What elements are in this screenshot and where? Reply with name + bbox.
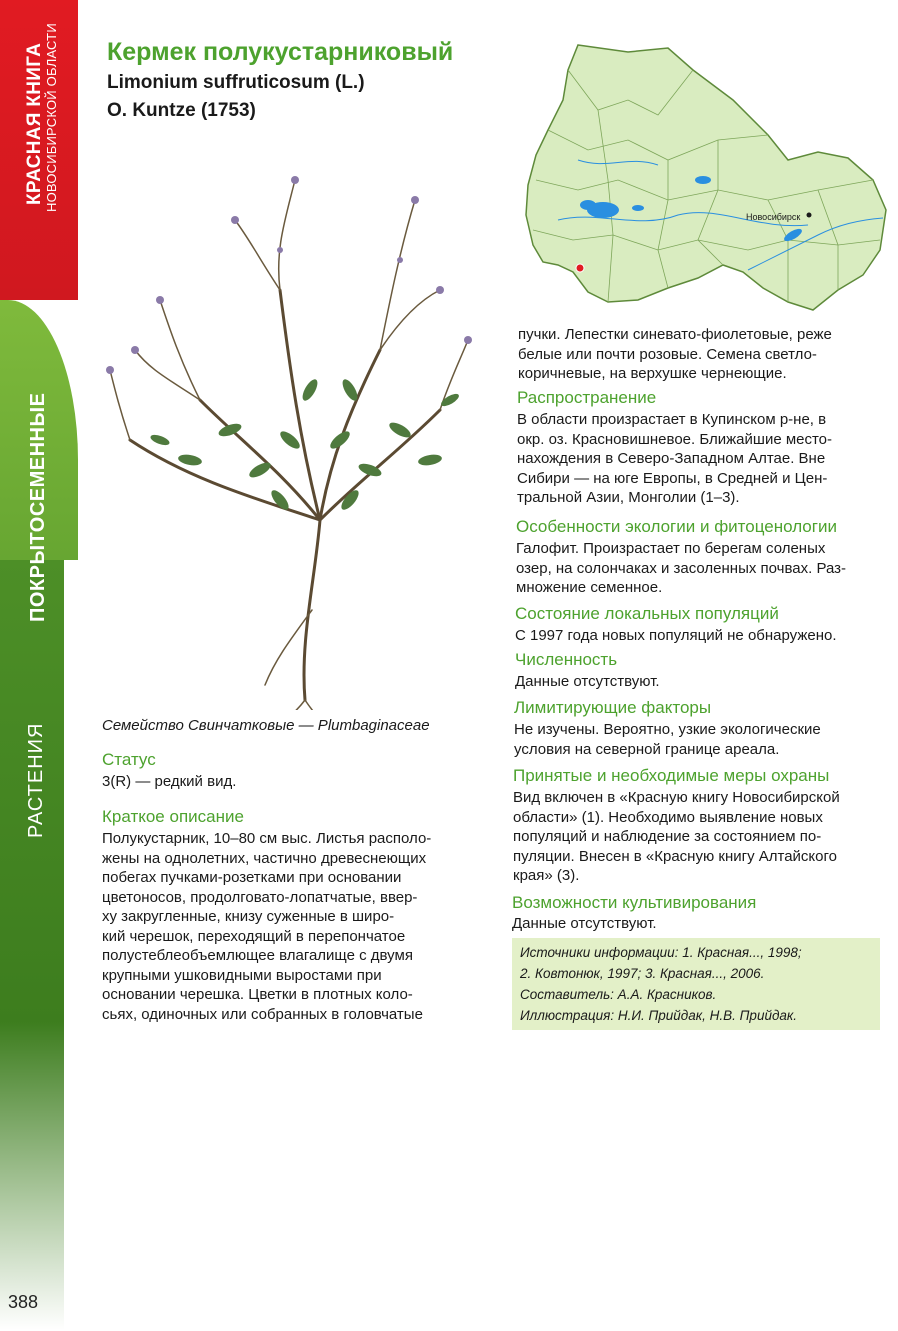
text-line: Вид включен в «Красную книгу Новосибирской [513, 789, 840, 806]
distribution-text [517, 410, 887, 508]
limiting-heading: Лимитирующие факторы [514, 698, 712, 717]
text-line: условия на северной границе ареала. [514, 740, 780, 758]
abundance-heading: Численность [515, 650, 618, 669]
sources-line: Источники информации: 1. Красная..., 1998; [520, 945, 802, 960]
text-line: Не изучены. Вероятно, узкие экологические [514, 721, 821, 738]
sidebar-white-edge [64, 560, 78, 1331]
abundance-text [515, 672, 885, 692]
sources-box [512, 938, 880, 1030]
record-location-marker [576, 264, 584, 272]
text-line: Данные отсутствуют. [512, 915, 657, 932]
text-line: основании черешка. Цветки в плотных коло- [102, 986, 413, 1003]
text-line: полустеблеобъемлющее влагалище с двумя [102, 947, 413, 964]
sources-line: Составитель: А.А. Красников. [520, 987, 717, 1002]
sidebar-book-title: КРАСНАЯ КНИГА [24, 42, 45, 205]
text-line: белые или почти розовые. Семена светло- [518, 345, 817, 363]
text-line: пуляции. Внесен в «Красную книгу Алтайского [513, 847, 837, 865]
text-line: пучки. Лепестки синевато-фиолетовые, реже [518, 326, 832, 343]
limiting-text [514, 720, 884, 759]
distribution-map [518, 40, 888, 318]
populations-text [515, 626, 885, 646]
text-line: Полукустарник, 10–80 см выс. Листья располо- [102, 830, 432, 847]
text-line: Сибири — на юге Европы, в Средней и Цен- [517, 469, 828, 487]
text-line: коричневые, на верхушке чернеющие. [518, 365, 787, 382]
sidebar-dark-green-band [0, 560, 64, 1330]
text-line: окр. оз. Красновишневое. Ближайшие место- [517, 430, 833, 448]
map-city-label: Новосибирск [746, 212, 801, 222]
text-line: области» (1). Необходимо выявление новых [513, 808, 823, 826]
text-line: Данные отсутствуют. [515, 673, 660, 690]
text-line: Галофит. Произрастает по берегам соленых [516, 540, 826, 557]
sidebar-region: НОВОСИБИРСКОЙ ОБЛАСТИ [44, 23, 59, 212]
distribution-heading: Распространение [517, 388, 657, 407]
text-line: ху закругленные, книзу суженные в широ- [102, 908, 395, 925]
page-number: 388 [8, 1292, 39, 1312]
description-heading: Краткое описание [102, 807, 244, 826]
text-line: крупными ушковидными выростами при [102, 966, 382, 984]
text-line: В области произрастает в Купинском р-не, в [517, 411, 827, 428]
plant-illustration [100, 140, 480, 710]
sidebar-kingdom: РАСТЕНИЯ [25, 722, 47, 838]
text-line: озер, на солончаках и засоленных почвах. Раз- [516, 559, 847, 577]
family-caption: Семейство Свинчатковые — Plumbaginaceae [102, 717, 430, 734]
text-line: сьях, одиночных или собранных в головчатые [102, 1005, 423, 1023]
sidebar-category: ПОКРЫТОСЕМЕННЫЕ [27, 392, 49, 622]
status-text: 3(R) — редкий вид. [102, 773, 237, 790]
text-line: множение семенное. [516, 579, 663, 596]
text-line: побегах пучками-розетками при основании [102, 869, 402, 886]
text-line: цветоносов, продолговато-лопатчатые, ввер- [102, 888, 418, 906]
sources-line: 2. Ковтонюк, 1997; 3. Красная..., 2006. [520, 966, 765, 981]
cultivation-text [512, 914, 882, 934]
sidebar [0, 0, 78, 1331]
populations-heading: Состояние локальных популяций [515, 604, 779, 623]
species-title: Кермек полукустарниковый [107, 38, 454, 66]
text-line: С 1997 года новых популяций не обнаружено. [515, 627, 837, 644]
text-line: популяций и наблюдение за состоянием по- [513, 828, 822, 845]
text-line: кий черешок, переходящий в перепончатое [102, 927, 406, 945]
description-text [102, 829, 470, 1024]
protection-text [513, 788, 883, 886]
text-line: края» (3). [513, 867, 580, 884]
text-line: тральной Азии, Монголии (1–3). [517, 489, 740, 506]
text-line: нахождения в Северо-Западном Алтае. Вне [517, 450, 826, 467]
species-latin-line1: Limonium suffruticosum (L.) [107, 72, 365, 93]
ecology-heading: Особенности экологии и фитоценологии [516, 517, 837, 536]
cultivation-heading: Возможности культивирования [512, 893, 757, 912]
status-heading: Статус [102, 750, 156, 769]
sources-line: Иллюстрация: Н.И. Прийдак, Н.В. Прийдак. [520, 1008, 798, 1023]
text-line: жены на однолетних, частично древеснеющих [102, 849, 427, 867]
ecology-text [516, 539, 886, 598]
description-continuation [518, 325, 888, 384]
species-latin-line2: O. Kuntze (1753) [107, 100, 256, 121]
protection-heading: Принятые и необходимые меры охраны [513, 766, 830, 785]
